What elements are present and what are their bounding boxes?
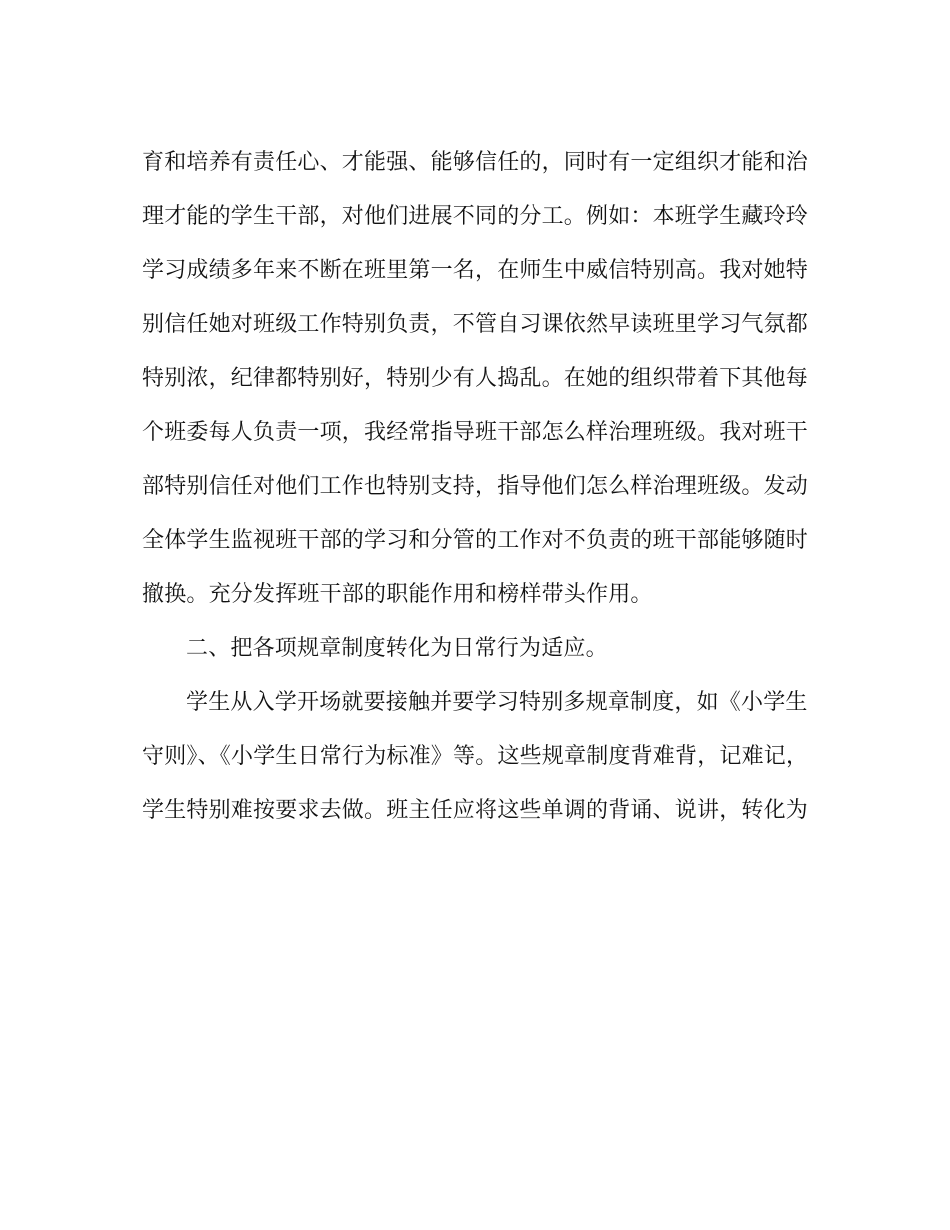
- text-line: 特别浓，纪律都特别好，特别少有人捣乱。在她的组织带着下其他每: [142, 366, 809, 391]
- text-line: 全体学生监视班干部的学习和分管的工作对不负责的班干部能够随时: [142, 528, 809, 553]
- paragraph-2: [142, 676, 812, 838]
- text-line: 个班委每人负责一项，我经常指导班干部怎么样治理班级。我对班干: [142, 420, 809, 445]
- paragraph-1: [142, 136, 812, 622]
- text-line: 撤换。充分发挥班干部的职能作用和榜样带头作用。: [142, 582, 653, 607]
- text-line: 学习成绩多年来不断在班里第一名，在师生中威信特别高。我对她特: [142, 258, 809, 283]
- text-line: 理才能的学生干部，对他们进展不同的分工。例如：本班学生藏玲玲: [142, 204, 809, 229]
- section-heading: 二、把各项规章制度转化为日常行为适应。: [186, 636, 608, 661]
- text-line: 学生特别难按要求去做。班主任应将这些单调的背诵、说讲，转化为: [142, 798, 809, 823]
- text-line: 别信任她对班级工作特别负责，不管自习课依然早读班里学习气氛都: [142, 312, 809, 337]
- text-line: 育和培养有责任心、才能强、能够信任的，同时有一定组织才能和治: [142, 150, 809, 175]
- document-body: [142, 136, 812, 838]
- text-line: 学生从入学开场就要接触并要学习特别多规章制度，如《小学生: [186, 690, 808, 715]
- text-line: 守则》、《小学生日常行为标准》等。这些规章制度背难背，记难记，: [142, 744, 809, 769]
- text-line: 部特别信任对他们工作也特别支持，指导他们怎么样治理班级。发动: [142, 474, 809, 499]
